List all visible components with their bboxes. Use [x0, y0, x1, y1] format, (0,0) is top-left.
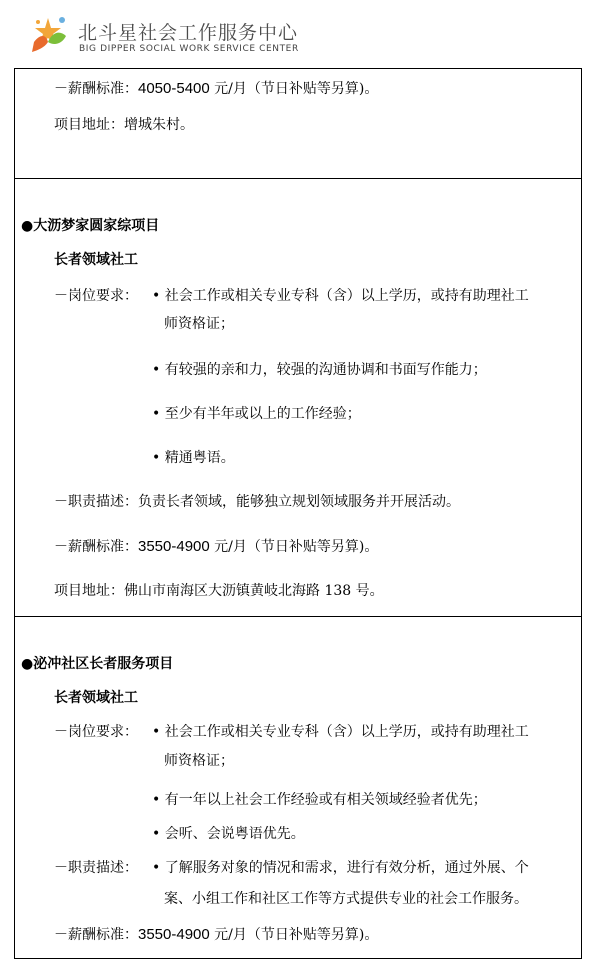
job-block-3 [14, 616, 582, 959]
position-title: 长者领域社工 [54, 690, 138, 706]
requirement-item: • 有一年以上社会工作经验或有相关领域经验者优先； [152, 792, 487, 808]
project-address: 项目地址：增城朱村。 [54, 117, 194, 133]
salary-range: 3550-4900 [138, 538, 210, 555]
requirements-label: －岗位要求： [54, 288, 138, 304]
salary-range: 3550-4900 [138, 926, 210, 943]
salary-unit: 元/月（节日补贴等另算)。 [209, 539, 379, 555]
project-address: 项目地址：佛山市南海区大沥镇黄岐北海路 138 号。 [54, 583, 384, 599]
logo-chinese-name: 北斗星社会工作服务中心 [78, 22, 299, 44]
job-block-2 [14, 178, 582, 617]
salary-line [54, 78, 378, 98]
duty-description: －职责描述：负责长者领域，能够独立规划领域服务并开展活动。 [54, 494, 460, 510]
requirement-item: • 精通粤语。 [152, 450, 235, 466]
position-title: 长者领域社工 [54, 252, 138, 268]
requirement-item: • 会听、会说粤语优先。 [152, 826, 305, 842]
project-title: ●大沥梦家圆家综项目 [21, 218, 160, 234]
requirement-item-cont: 师资格证； [164, 753, 234, 769]
requirement-item-cont: 师资格证； [164, 316, 234, 332]
salary-label: －薪酬标准： [54, 927, 138, 943]
salary-label: －薪酬标准： [54, 81, 138, 97]
job-block-1 [14, 68, 582, 179]
project-title: ●泌冲社区长者服务项目 [21, 656, 174, 672]
salary-line [54, 924, 378, 944]
salary-label: －薪酬标准： [54, 539, 138, 555]
big-dipper-logo-icon [24, 12, 72, 60]
requirement-item: • 社会工作或相关专业专科（含）以上学历，或持有助理社工 [152, 724, 529, 740]
duty-item-cont: 案、小组工作和社区工作等方式提供专业的社会工作服务。 [164, 891, 528, 907]
header [22, 12, 582, 62]
duty-label: －职责描述： [54, 860, 138, 876]
duty-item: • 了解服务对象的情况和需求，进行有效分析，通过外展、个 [152, 860, 529, 876]
salary-unit: 元/月（节日补贴等另算)。 [209, 81, 379, 97]
logo-english-name: BIG DIPPER SOCIAL WORK SERVICE CENTER [79, 44, 299, 54]
salary-line [54, 536, 378, 556]
salary-range: 4050-5400 [138, 80, 210, 97]
requirement-item: • 有较强的亲和力，较强的沟通协调和书面写作能力； [152, 362, 487, 378]
salary-unit: 元/月（节日补贴等另算)。 [209, 927, 379, 943]
requirement-item: • 至少有半年或以上的工作经验； [152, 406, 361, 422]
requirement-item: • 社会工作或相关专业专科（含）以上学历，或持有助理社工 [152, 288, 529, 304]
requirements-label: －岗位要求： [54, 724, 138, 740]
